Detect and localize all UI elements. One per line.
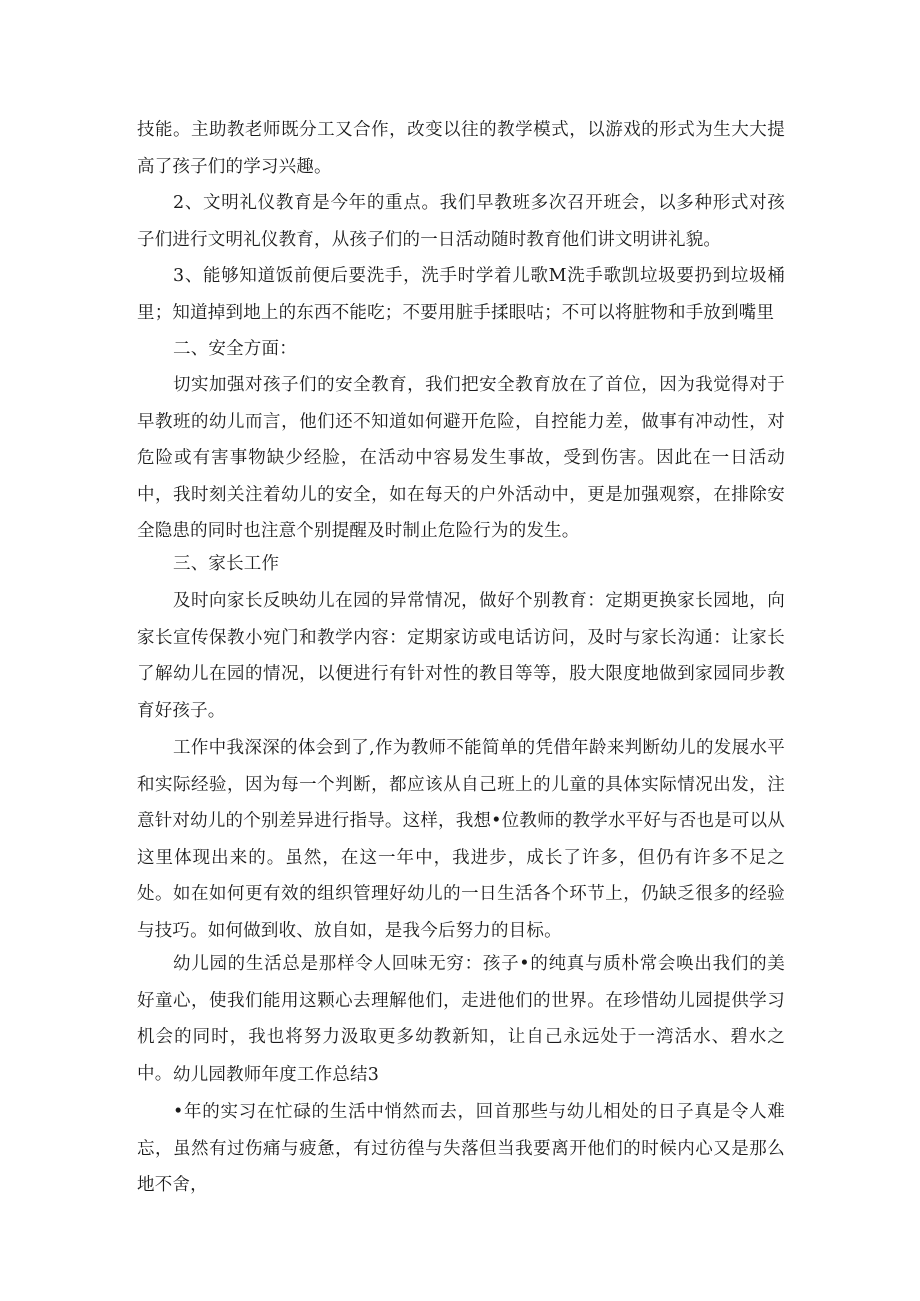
section-heading-safety: 二、安全方面： <box>173 339 297 359</box>
paragraph-skills: 技能。主助教老师既分工又合作，改变以往的教学模式，以游戏的形式为生大大提高了孩子们的学习兴趣。 <box>137 120 785 177</box>
paragraph-etiquette: 2、文明礼仪教育是今年的重点。我们早教班多次召开班会，以多种形式对孩子们进行文明礼仪教育，从孩子们的一日活动随时教育他们讲文明讲礼貌。 <box>137 193 785 250</box>
paragraph-kindergarten-life: 幼儿园的生活总是那样令人回味无穷：孩子•的纯真与质朴常会唤出我们的美好童心，使我们能用这颗心去理解他们，走进他们的世界。在珍惜幼儿园提供学习机会的同时，我也将努力汲取更多幼教新知，让自己永远处于一湾活水、碧水之中。 <box>137 954 785 1084</box>
paragraph-internship: •年的实习在忙碌的生活中悄然而去，回首那些与幼儿相处的日子真是令人难忘，虽然有过伤痛与疲惫，有过彷徨与失落但当我要离开他们的时候内心又是那么地不舍， <box>137 1102 785 1195</box>
paragraph-safety: 切实加强对孩子们的安全教育，我们把安全教育放在了首位，因为我觉得对于早教班的幼儿而言，他们还不知道如何避开危险，自控能力差，做事有冲动性，对危险或有害事物缺少经脸，在活动中容易发生事故，受到伤害。因此在一日活动中，我时刻关注着幼儿的安全，如在每天的户外活动中，更是加强观察，在排除安全隐患的同时也注意个别提醒及时制止危险行为的发生。 <box>137 375 785 541</box>
section-heading-parents: 三、家长工作 <box>173 554 280 574</box>
paragraph-handwashing: 3、能够知道饭前便后要洗手，洗手时学着儿歌M洗手歌凯垃圾要扔到垃圾桶里；知道掉到地上的东西不能吃；不要用脏手揉眼咕；不可以将脏物和手放到嘴里 <box>137 266 785 323</box>
article-title-summary-3: 幼儿园教师年度工作总结3 <box>173 1065 380 1085</box>
paragraph-parents: 及时向家长反映幼儿在园的异常情况，做好个别教育：定期更换家长园地，向家长宣传保教小宛门和教学内容：定期家访或电话访问，及时与家长沟通：让家长了解幼儿在园的情况，以便进行有针对性的教目等等，股大限度地做到家园同步教育好孩子。 <box>137 591 785 721</box>
paragraph-reflection: 工作中我深深的体会到了,作为教师不能简单的凭借年龄来判断幼儿的发展水平和实际经验，因为每一个判断，都应该从自己班上的儿童的具体实际情况出发，注意针对幼儿的个别差异进行指导。这样，我想•位教师的教学水平好与否也是可以从这里体现出来的。虽然，在这一年中，我进步，成长了许多，但仍有许多不足之处。如在如何更有效的组织管理好幼儿的一日生活各个环节上，仍缺乏很多的经验与技巧。如何做到收、放自如，是我今后努力的目标。 <box>137 738 785 941</box>
